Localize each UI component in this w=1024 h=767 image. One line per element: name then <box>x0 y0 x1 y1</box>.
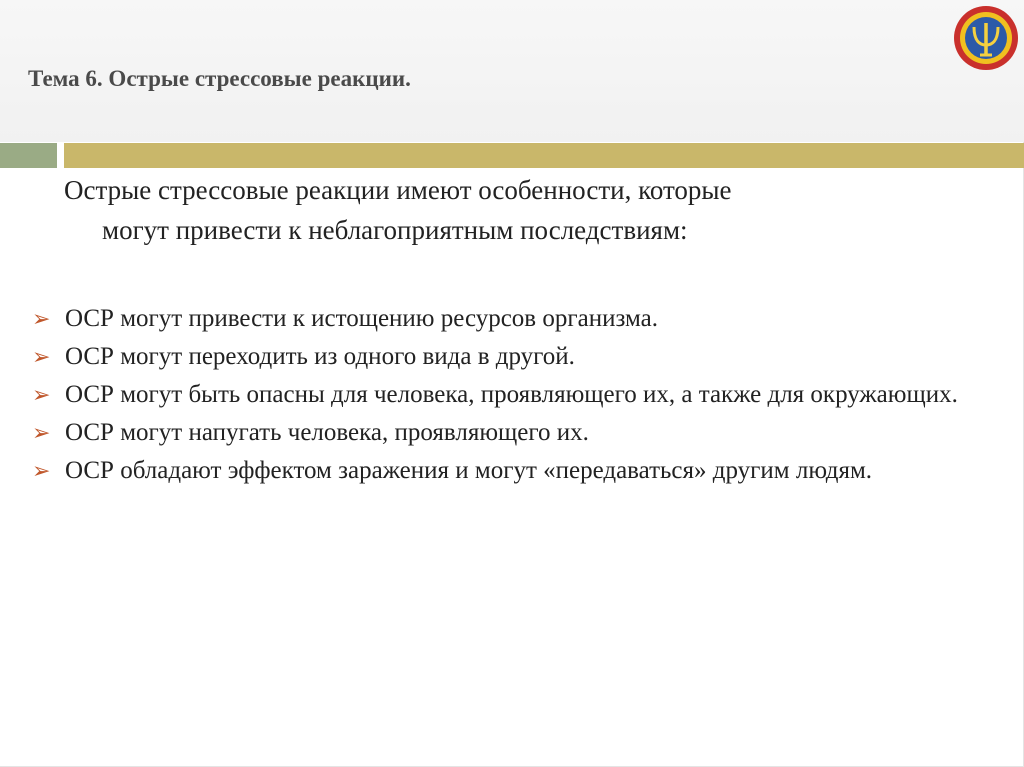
slide-title: Тема 6. Острые стрессовые реакции. <box>28 66 411 91</box>
list-item <box>32 338 992 376</box>
bullet-text: ОСР обладают эффектом заражения и могут «передаваться» другим людям. <box>65 457 873 484</box>
psi-emblem-icon <box>953 5 1019 71</box>
bullet-text: ОСР могут напугать человека, проявляющего их. <box>65 419 589 446</box>
intro-line-1: Острые стрессовые реакции имеют особенности, которые <box>64 175 732 205</box>
arrow-bullet-icon: ➢ <box>32 344 51 369</box>
arrow-bullet-icon: ➢ <box>32 458 51 483</box>
arrow-bullet-icon: ➢ <box>32 306 51 331</box>
list-item <box>32 376 992 414</box>
list-item <box>32 300 992 338</box>
intro-line-2: могут привести к неблагоприятным последствиям: <box>102 215 688 245</box>
accent-bar-gold <box>64 143 1024 168</box>
arrow-bullet-icon: ➢ <box>32 420 51 445</box>
bullet-list <box>32 300 992 490</box>
accent-bar-green <box>0 143 57 168</box>
list-item <box>32 452 992 490</box>
list-item <box>32 414 992 452</box>
slide-header <box>0 0 1024 142</box>
bullet-text: ОСР могут переходить из одного вида в другой. <box>65 343 575 370</box>
intro-text <box>64 170 994 250</box>
arrow-bullet-icon: ➢ <box>32 382 51 407</box>
bullet-text: ОСР могут быть опасны для человека, проявляющего их, а также для окружающих. <box>65 381 958 408</box>
bullet-text: ОСР могут привести к истощению ресурсов организма. <box>65 305 658 332</box>
